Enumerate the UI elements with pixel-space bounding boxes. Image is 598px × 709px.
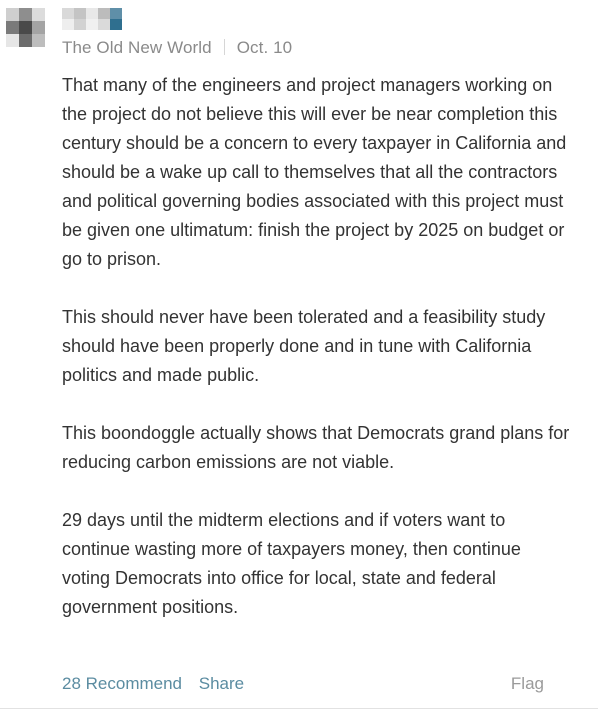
username-pixel <box>74 8 86 19</box>
username-pixel <box>86 8 98 19</box>
avatar-pixel <box>19 8 32 21</box>
username-pixel <box>98 19 110 30</box>
username-pixel <box>62 8 74 19</box>
comment-meta <box>62 38 292 58</box>
username-pixel <box>62 19 74 30</box>
username-pixel <box>74 19 86 30</box>
author-location: The Old New World <box>62 38 212 57</box>
share-button[interactable]: Share <box>198 674 245 693</box>
avatar[interactable] <box>6 8 46 48</box>
username-pixel <box>86 19 98 30</box>
comment-paragraph: 29 days until the midterm elections and if voters want to continue wasting more of taxpayers money, then continue voting Democrats into office for local, state and federal government positions. <box>62 510 521 617</box>
username-pixel <box>98 8 110 19</box>
avatar-pixel <box>6 34 19 47</box>
avatar-pixel <box>32 21 45 34</box>
username-pixel <box>110 19 122 30</box>
comment-date[interactable]: Oct. 10 <box>236 38 293 57</box>
comment-actions <box>62 674 544 694</box>
avatar-pixel <box>32 34 45 47</box>
comment-body <box>62 71 572 651</box>
username-redacted <box>62 8 132 30</box>
avatar-pixel <box>6 8 19 21</box>
avatar-pixel <box>32 8 45 21</box>
comment-paragraph: This should never have been tolerated and a feasibility study should have been properly done and in tune with California politics and made public. <box>62 307 546 385</box>
recommend-button[interactable]: 28 Recommend <box>62 674 183 693</box>
comment-paragraph: That many of the engineers and project managers working on the project do not believe this will ever be near completion this century should be a concern to every taxpayer in California and should be a wake up call to themselves that all the contractors and political governing bodies associated with this project must be given one ultimatum: finish the project by 2025 on budget or go to prison. <box>62 75 567 269</box>
avatar-pixel <box>19 34 32 47</box>
avatar-pixel <box>19 21 32 34</box>
username-pixel <box>110 8 122 19</box>
meta-divider <box>224 39 225 55</box>
comment-paragraph: This boondoggle actually shows that Democrats grand plans for reducing carbon emissions are not viable. <box>62 423 570 472</box>
avatar-pixel <box>6 21 19 34</box>
flag-button[interactable]: Flag <box>510 674 544 693</box>
